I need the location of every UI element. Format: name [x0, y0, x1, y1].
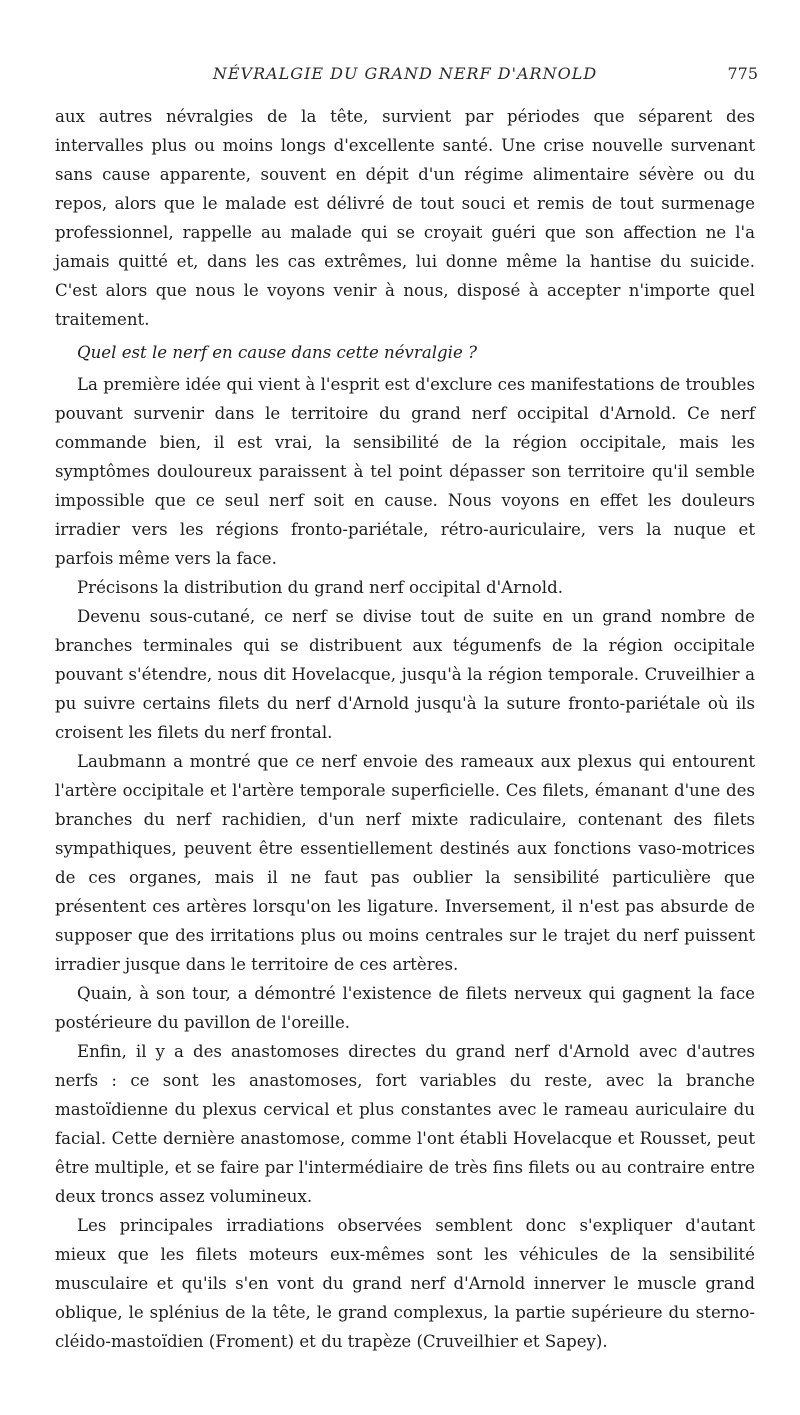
- paragraph-branches: Devenu sous-cutané, ce nerf se divise tout de suite en un grand nombre de branches terminales qui se distribuent aux tégumenfs de la région occipitale pouvant s'étendre, nous dit Hovelacque, jusqu'à la région temporale. Cruveilhier a pu suivre certains filets du nerf d'Arnold jusqu'à la suture fronto-pariétale où ils croisent les filets du nerf frontal.: [55, 607, 755, 742]
- page-number: 775: [727, 64, 758, 83]
- running-title: NÉVRALGIE DU GRAND NERF D'ARNOLD: [212, 64, 598, 83]
- running-head: [55, 64, 758, 88]
- paragraph-continuation: aux autres névralgies de la tête, survient par périodes que séparent des intervalles plus ou moins longs d'excellente santé. Une crise nouvelle survenant sans cause apparente, souvent en dépit d'un régime alimentaire sévère ou du repos, alors que le malade est délivré de tout souci et remis de tout surmenage professionnel, rappelle au malade qui se croyait guéri que son affection ne l'a jamais quitté et, dans les cas extrêmes, lui donne même la hantise du suicide. C'est alors que nous le voyons venir à nous, disposé à accepter n'importe quel traitement.: [55, 107, 755, 329]
- paragraph-distribution-intro: Précisons la distribution du grand nerf occipital d'Arnold.: [77, 578, 563, 597]
- body-text: [55, 102, 755, 1356]
- paragraph-laubmann: Laubmann a montré que ce nerf envoie des rameaux aux plexus qui entourent l'artère occipitale et l'artère temporale superficielle. Ces filets, émanant d'une des branches du nerf rachidien, d'un nerf mixte radiculaire, contenant des filets sympathiques, peuvent être essentiellement destinés aux fonctions vaso-motrices de ces organes, mais il ne faut pas oublier la sensibilité particulière que présentent ces artères lorsqu'on les ligature. Inversement, il n'est pas absurde de supposer que des irritations plus ou moins centrales sur le trajet du nerf puissent irradier jusque dans le territoire de ces artères.: [55, 752, 755, 974]
- paragraph-question: Quel est le nerf en cause dans cette névralgie ?: [77, 343, 477, 362]
- paragraph-quain: Quain, à son tour, a démontré l'existence de filets nerveux qui gagnent la face postérieure du pavillon de l'oreille.: [55, 984, 755, 1032]
- paragraph-anastomoses: Enfin, il y a des anastomoses directes du grand nerf d'Arnold avec d'autres nerfs : ce sont les anastomoses, fort variables du reste, avec la branche mastoïdienne du plexus cervical et plus constantes avec le rameau auriculaire du facial. Cette dernière anastomose, comme l'ont établi Hovelacque et Rousset, peut être multiple, et se faire par l'intermédiaire de très fins filets ou au contraire entre deux troncs assez volumineux.: [55, 1042, 755, 1206]
- paragraph-exclusion: La première idée qui vient à l'esprit est d'exclure ces manifestations de troubles pouvant survenir dans le territoire du grand nerf occipital d'Arnold. Ce nerf commande bien, il est vrai, la sensibilité de la région occipitale, mais les symptômes douloureux paraissent à tel point dépasser son territoire qu'il semble impossible que ce seul nerf soit en cause. Nous voyons en effet les douleurs irradier vers les régions fronto-pariétale, rétro-auriculaire, vers la nuque et parfois même vers la face.: [55, 375, 755, 568]
- paragraph-irradiations: Les principales irradiations observées semblent donc s'expliquer d'autant mieux que les filets moteurs eux-mêmes sont les véhicules de la sensibilité musculaire et qu'ils s'en vont du grand nerf d'Arnold innerver le muscle grand oblique, le splénius de la tête, le grand complexus, la partie supérieure du sterno-cléido-mastoïdien (Froment) et du trapèze (Cruveilhier et Sapey).: [55, 1216, 755, 1351]
